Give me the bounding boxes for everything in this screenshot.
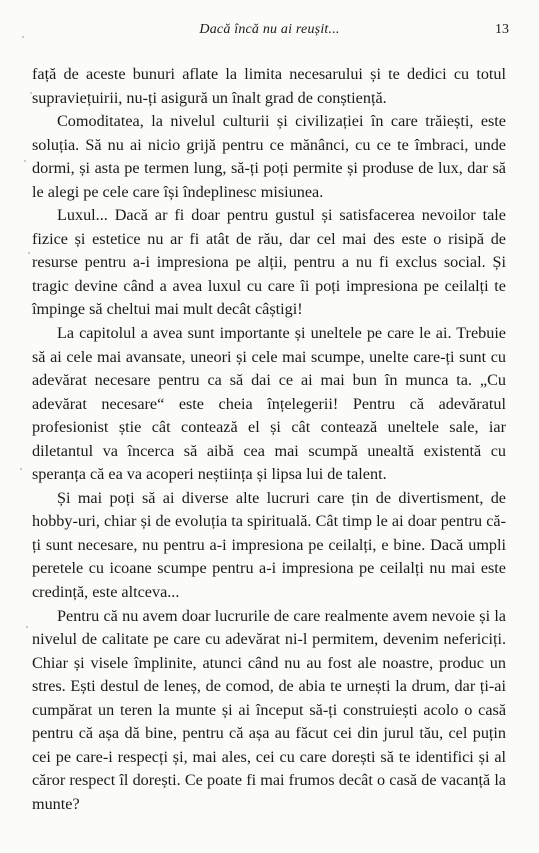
body-text xyxy=(32,63,506,817)
scan-speck xyxy=(30,92,32,94)
paragraph: Comoditatea, la nivelul culturii și civilizației în care trăiești, este soluția. Să nu ai nicio grijă pentru ce mănânci, cu ce te îmbraci, unde dormi, și asta pe termen lung, să-ți poți permite și produse de lux, dar să le alegi pe cele care își îndeplinesc misiunea. xyxy=(32,112,506,201)
paragraph: față de aceste bunuri aflate la limita necesarului și te dedici cu totul supraviețuirii, nu-ți asigură un înalt grad de conștiență. xyxy=(32,65,506,107)
paragraph: Luxul... Dacă ar fi doar pentru gustul și satisfacerea nevoilor tale fizice și estetice nu ar fi atât de rău, dar cel mai des este o risipă de resurse pentru a-i impresiona pe alții, pentru a nu fi exclus social. Și tragic devine când a avea luxul cu care îi poți impresiona pe ceilalți te împinge să cheltui mai mult decât câștigi! xyxy=(32,206,506,319)
paragraph: Pentru că nu avem doar lucrurile de care realmente avem nevoie și la nivelul de calitate pe care cu adevărat ni-l permitem, devenim nefericiți. Chiar și visele împlinite, atunci când nu au fost ale noastre, produc un stres. Ești destul de leneș, de comod, de abia te urnești la drum, dar ți-ai cumpărat un teren la munte și ai început să-ți construiești acolo o casă pentru că așa dă bine, pentru că așa au făcut cei din jurul tău, cel puțin cei pe care-i respecți și, mai ales, cei cu care dorești să te identifici și al căror respect îl dorești. Ce poate fi mai frumos decât o casă de vacanță la munte? xyxy=(32,606,506,813)
running-header xyxy=(0,22,539,42)
scan-speck xyxy=(22,36,24,38)
scan-speck xyxy=(24,160,26,162)
scan-speck xyxy=(20,468,22,470)
paragraph: La capitolul a avea sunt importante și uneltele pe care le ai. Trebuie să ai cele mai avansate, uneori și cele mai scumpe, unelte care-ți sunt cu adevărat necesare pentru ca să dai ce ai mai bun în munca ta. „Cu adevărat necesare“ este cheia înțelegerii! Pentru că adevăratul profesionist știe cât contează el și cât contează uneltele sale, iar diletantul va încerca să aibă cea mai scumpă unealtă existentă cu speranța că ea va acoperi neștiința și lipsa lui de talent. xyxy=(32,324,506,484)
running-title: Dacă încă nu ai reușit... xyxy=(199,22,340,37)
page-number: 13 xyxy=(495,22,509,37)
scan-speck xyxy=(28,252,30,254)
paragraph: Și mai poți să ai diverse alte lucruri care țin de divertisment, de hobby-uri, chiar și de evoluția ta spirituală. Cât timp le ai doar pentru că-ți sunt necesare, nu pentru a-i impresiona pe ceilalți, e bine. Dacă umpli peretele cu icoane scumpe pentru a-i impresiona pe ceilalți nu mai este credință, este altceva... xyxy=(32,488,506,602)
scan-speck xyxy=(26,626,28,628)
